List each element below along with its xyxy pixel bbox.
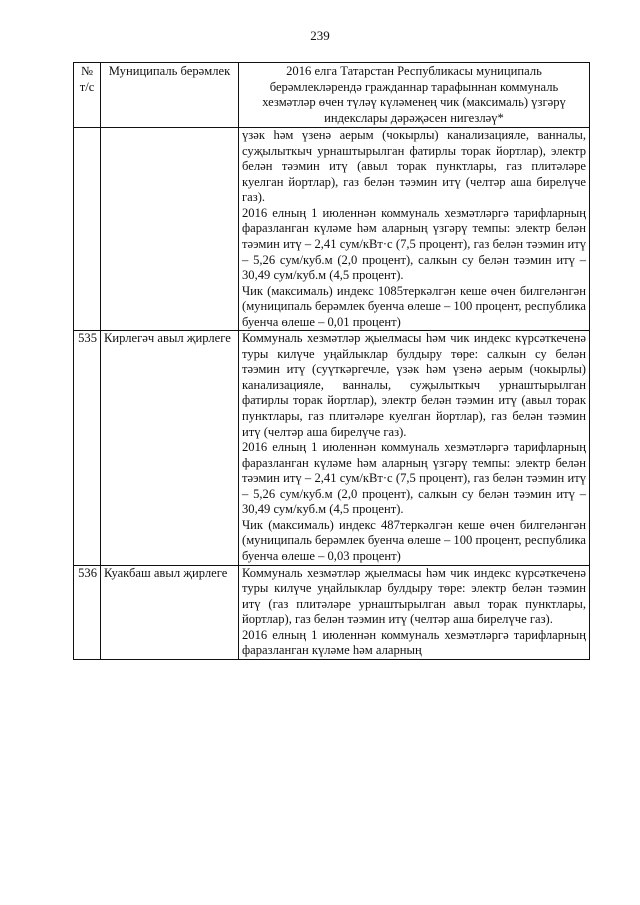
basis-paragraph: 2016 елның 1 июленнән коммуналь хезмәтләргә тарифларның фаразланган күләме һәм аларның үзгәрү темпы: электр белән тәэмин итү – 2,41 сум/кВт·с (7,5 процент), газ белән тәэмин итү – 5,26 сум/куб.м (2,0 процент), салкын су белән тәэмин итү – 30,49 сум/куб.м (4,5 процент). [242, 440, 586, 517]
basis-paragraph: Чик (максималь) индекс 1085теркәлгән кеше өчен билгеләнгән (муниципаль берәмлек буенча өлеше – 100 процент, республика буенча өлеше – 0,01 процент) [242, 283, 586, 329]
row-municipality: Куакбаш авыл җирлеге [101, 565, 239, 659]
tariff-index-table [73, 62, 590, 660]
basis-paragraph: үзәк һәм үзенә аерым (чокырлы) канализацияле, ванналы, суҗылыткыч урнаштырылган фатирлы торак йортлар), электр белән тәэмин итү (авыл торак пунктлары, газ плитәләре куелган йортлар), газ белән тәэмин итү (челтәр аша бирелүче газ). [242, 128, 586, 205]
header-basis: 2016 елга Татарстан Республикасы муниципаль берәмлекләрендә гражданнар тарафыннан коммуналь хезмәтләр өчен түләү күләменең чик (максималь) үзгәрү индекслары дәрәҗәсен нигезләү* [239, 63, 590, 128]
basis-paragraph: Коммуналь хезмәтләр җыелмасы һәм чик индекс күрсәткеченә туры килүче уңайлыклар булдыру төре: салкын су белән тәэмин итү (суүткәргечле, үзәк һәм үзенә аерым (чокырлы) канализацияле, ванналы, суҗылыткыч урнаштырылган фатирлы торак йортлар), электр белән тәэмин итү (авыл торак пунктлары, газ плитәләре куелган йортлар), газ белән тәэмин итү (челтәр аша бирелүче газ). [242, 331, 586, 439]
table-header-row [74, 63, 590, 128]
row-number: 535 [74, 331, 101, 565]
header-number: № т/с [74, 63, 101, 128]
row-number [74, 128, 101, 331]
row-basis [239, 128, 590, 331]
row-number: 536 [74, 565, 101, 659]
row-municipality [101, 128, 239, 331]
basis-paragraph: 2016 елның 1 июленнән коммуналь хезмәтләргә тарифларның фаразланган күләме һәм аларның [242, 627, 586, 658]
table-row [74, 128, 590, 331]
row-basis [239, 565, 590, 659]
table-row [74, 331, 590, 565]
basis-paragraph: 2016 елның 1 июленнән коммуналь хезмәтләргә тарифларның фаразланган күләме һәм аларның үзгәрү темпы: электр белән тәэмин итү – 2,41 сум/кВт·с (7,5 процент), газ белән тәэмин итү – 5,26 сум/куб.м (2,0 процент), салкын су белән тәэмин итү – 30,49 сум/куб.м (4,5 процент). [242, 205, 586, 283]
row-basis [239, 331, 590, 565]
page-number: 239 [310, 28, 330, 43]
header-municipality: Муниципаль берәмлек [101, 63, 239, 128]
basis-paragraph: Коммуналь хезмәтләр җыелмасы һәм чик индекс күрсәткеченә туры килүче уңайлыклар булдыру төре: электр белән тәэмин итү (газ плитәләре урнаштырылган авыл торак пунктлары, йортлар), газ белән тәэмин итү (челтәр аша бирелүче газ). [242, 565, 586, 627]
row-municipality: Кирлегәч авыл җирлеге [101, 331, 239, 565]
basis-paragraph: Чик (максималь) индекс 487теркәлгән кеше өчен билгеләнгән (муниципаль берәмлек буенча өлеше – 100 процент, республика буенча өлеше – 0,03 процент) [242, 517, 586, 563]
table-row [74, 565, 590, 659]
